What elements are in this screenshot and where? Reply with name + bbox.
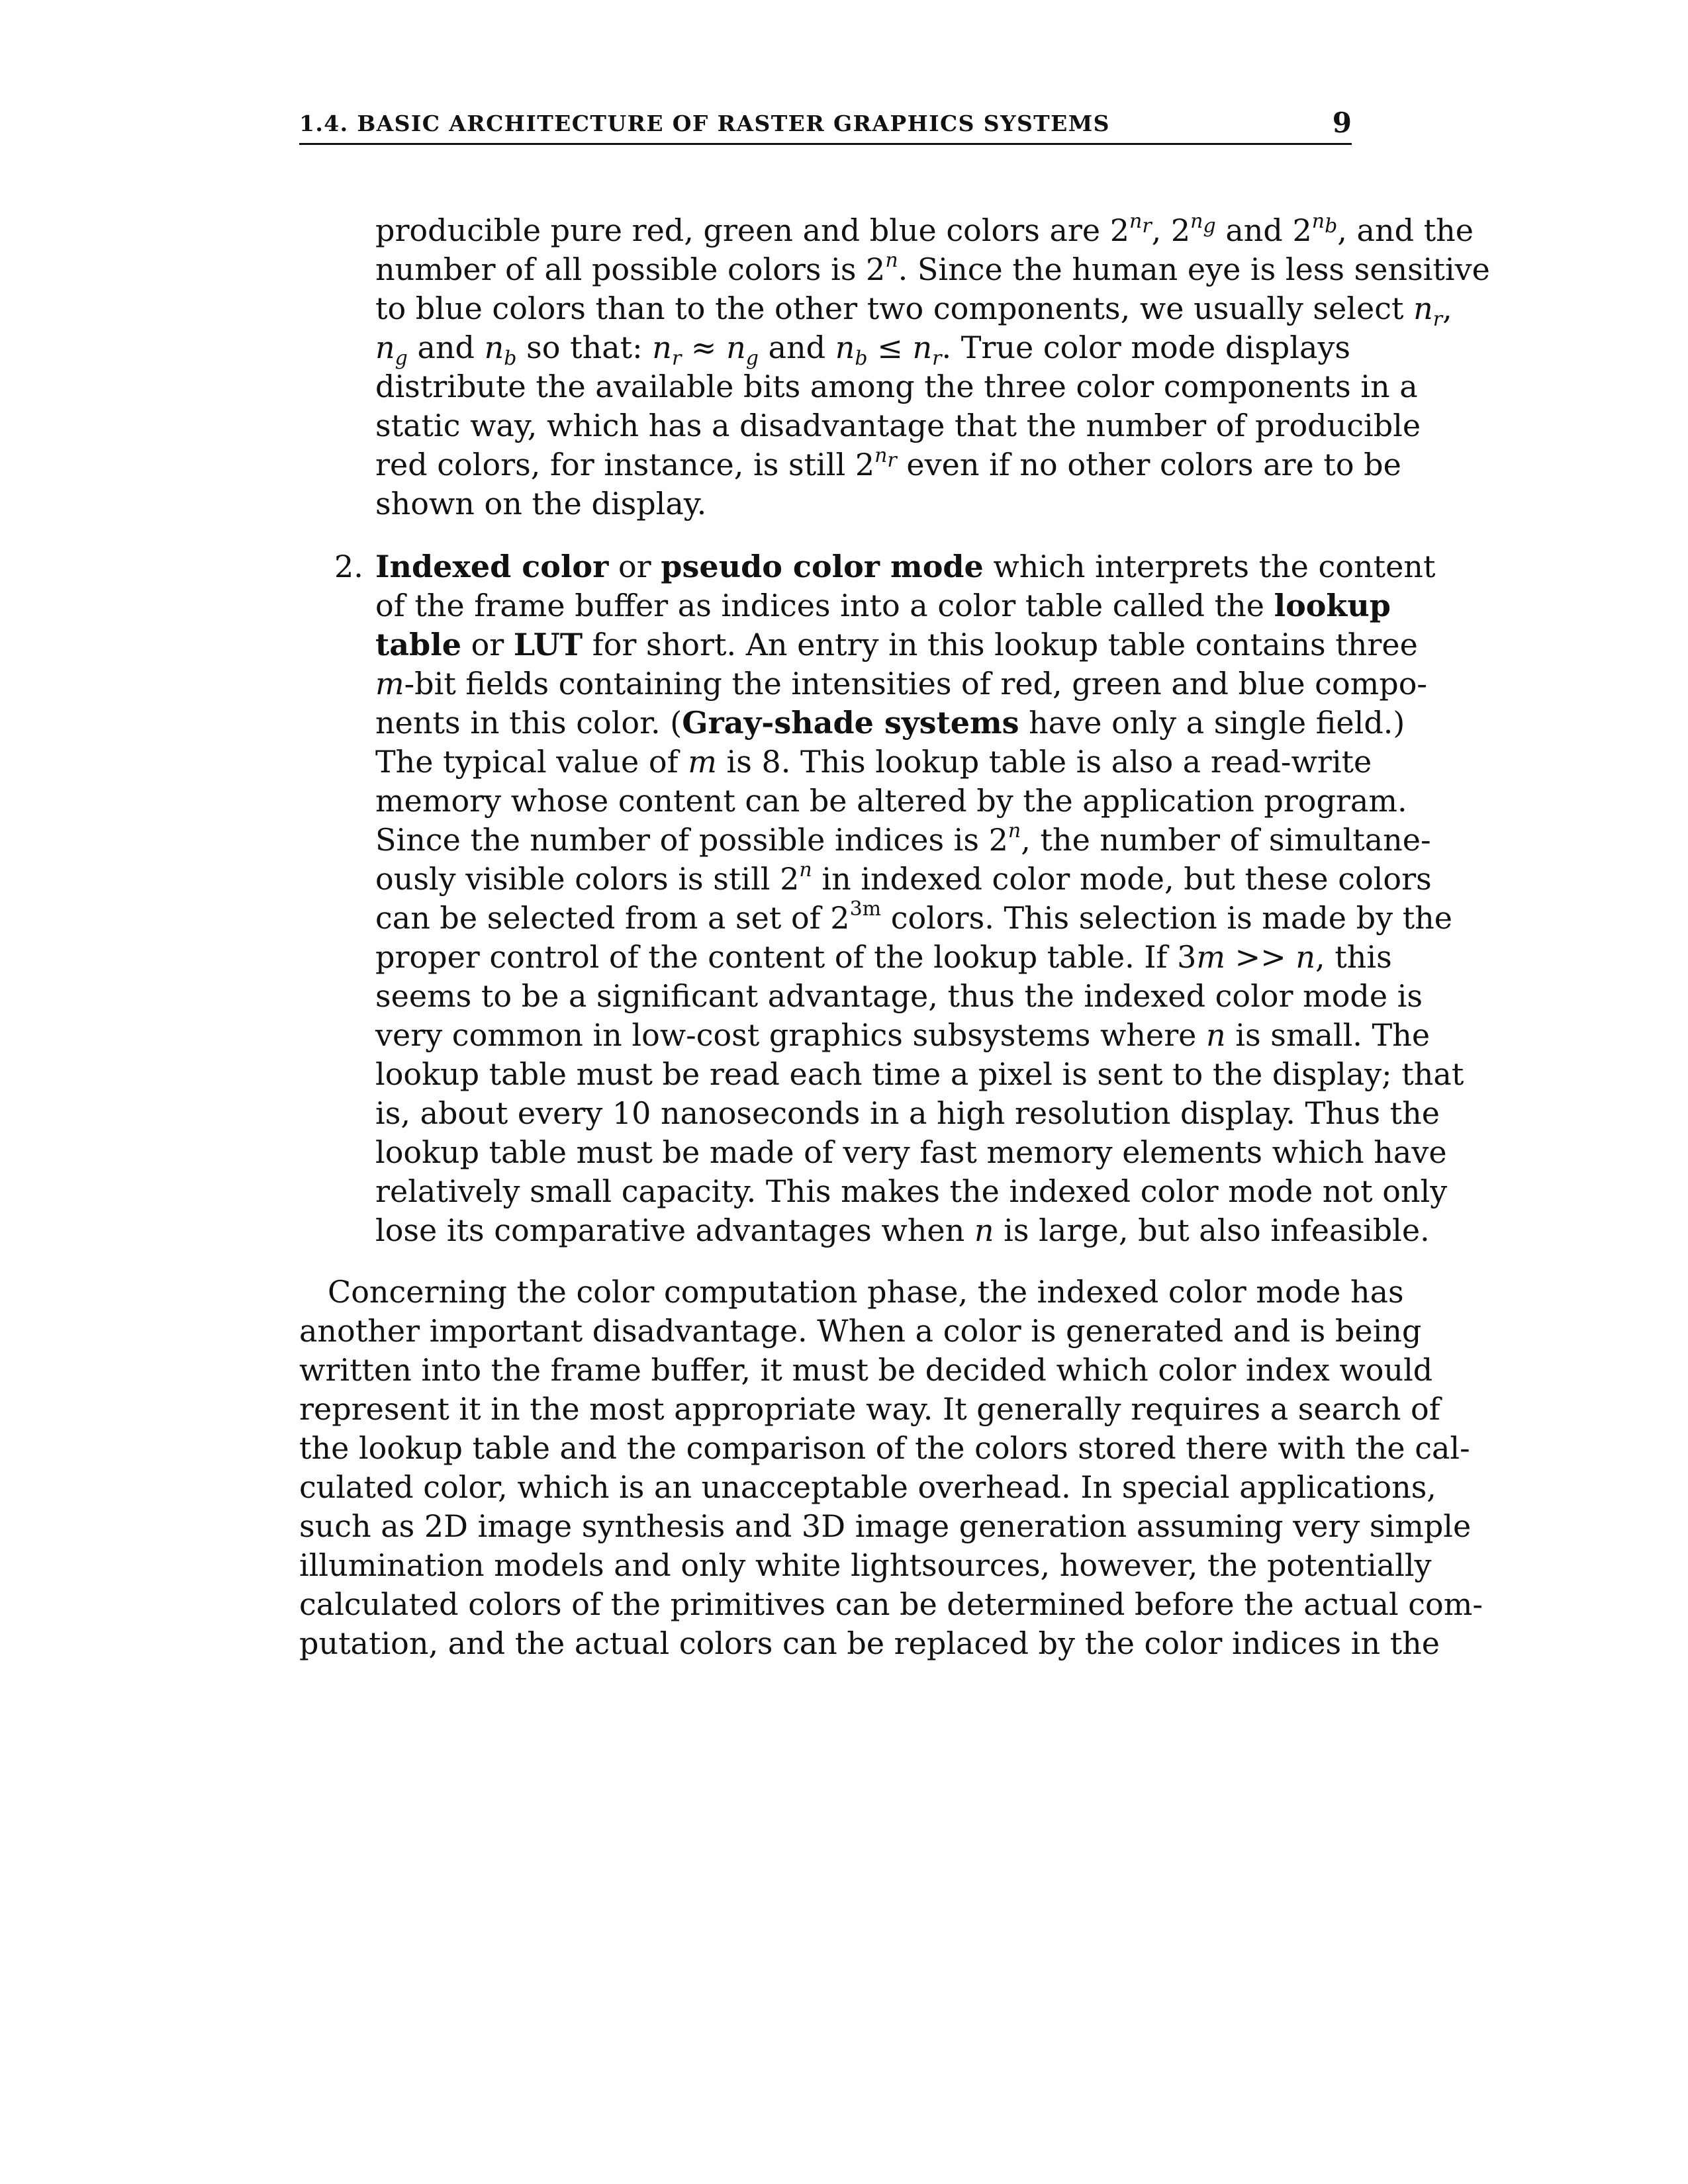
paragraph-line-5: the lookup table and the comparison of the colors stored there with the cal- [299, 1430, 1470, 1466]
item2-line-17: relatively small capacity. This makes the indexed color mode not only [375, 1173, 1448, 1209]
item2-line-3: table or LUT for short. An entry in this lookup table contains three [375, 627, 1418, 662]
item2-line-7: memory whose content can be altered by the application program. [375, 783, 1407, 819]
list-item-number: 2. [334, 549, 363, 584]
item2-line-13: very common in low-cost graphics subsystems where n is small. The [375, 1017, 1430, 1053]
section-title: 1.4. BASIC ARCHITECTURE OF RASTER GRAPHICS SYSTEMS [299, 111, 1110, 136]
item1-line-8: shown on the display. [375, 486, 707, 522]
item2-line-5: nents in this color. (Gray-shade systems have only a single field.) [375, 705, 1405, 741]
item2-line-15: is, about every 10 nanoseconds in a high resolution display. Thus the [375, 1095, 1440, 1131]
item2-line-16: lookup table must be made of very fast memory elements which have [375, 1134, 1447, 1170]
item1-line-3: to blue colors than to the other two components, we usually select $n_r$, [375, 291, 1452, 332]
item1-line-5: distribute the available bits among the three color components in a [375, 369, 1418, 404]
item2-line-6: The typical value of m is 8. This lookup table is also a read-write [375, 744, 1372, 780]
paragraph-line-4: represent it in the most appropriate way. It generally requires a search of [299, 1391, 1440, 1427]
paragraph-line-8: illumination models and only white lightsources, however, the potentially [299, 1547, 1432, 1583]
item2-line-12: seems to be a significant advantage, thus the indexed color mode is [375, 978, 1423, 1014]
item1-line-2: number of all possible colors is 2$^n$. Since the human eye is less sensitive [375, 248, 1490, 287]
item1-line-1: producible pure red, green and blue colors are $2^{n_r}$, $2^{n_g}$ and $2^{n_b}$, and the [375, 209, 1474, 248]
item1-line-6: static way, which has a disadvantage that the number of producible [375, 408, 1421, 443]
item2-line-2: of the frame buffer as indices into a color table called the lookup [375, 588, 1391, 623]
paragraph-line-6: culated color, which is an unacceptable overhead. In special applications, [299, 1469, 1436, 1505]
item2-line-10: can be selected from a set of $2^{3m}$ colors. This selection is made by the [375, 897, 1453, 936]
paragraph-line-10: putation, and the actual colors can be replaced by the color indices in the [299, 1625, 1440, 1661]
item2-line-9: ously visible colors is still 2$^n$ in indexed color mode, but these colors [375, 858, 1432, 897]
item2-line-18: lose its comparative advantages when n is large, but also infeasible. [375, 1212, 1430, 1248]
paragraph-line-9: calculated colors of the primitives can be determined before the actual com- [299, 1586, 1483, 1622]
item2-line-1: Indexed color or pseudo color mode which interprets the content [375, 549, 1436, 584]
page-number: 9 [1332, 107, 1352, 139]
paragraph-line-1: Concerning the color computation phase, the indexed color mode has [328, 1274, 1404, 1310]
item2-line-11: proper control of the content of the lookup table. If 3m >> n, this [375, 939, 1392, 975]
paragraph-line-2: another important disadvantage. When a color is generated and is being [299, 1313, 1422, 1349]
running-header [299, 106, 1352, 145]
item1-line-7: red colors, for instance, is still $2^{n_r}$ even if no other colors are to be [375, 443, 1401, 482]
item1-line-4: $n_g$ and $n_b$ so that: $n_r \approx n_g$ and $n_b \le n_r$. True color mode displays [375, 330, 1350, 371]
item2-line-8: Since the number of possible indices is 2$^n$, the number of simultane- [375, 819, 1431, 858]
paragraph-line-3: written into the frame buffer, it must be decided which color index would [299, 1352, 1433, 1388]
paragraph-line-7: such as 2D image synthesis and 3D image generation assuming very simple [299, 1508, 1472, 1544]
item2-line-14: lookup table must be read each time a pixel is sent to the display; that [375, 1056, 1464, 1092]
item2-line-4: m-bit fields containing the intensities of red, green and blue compo- [375, 666, 1427, 702]
